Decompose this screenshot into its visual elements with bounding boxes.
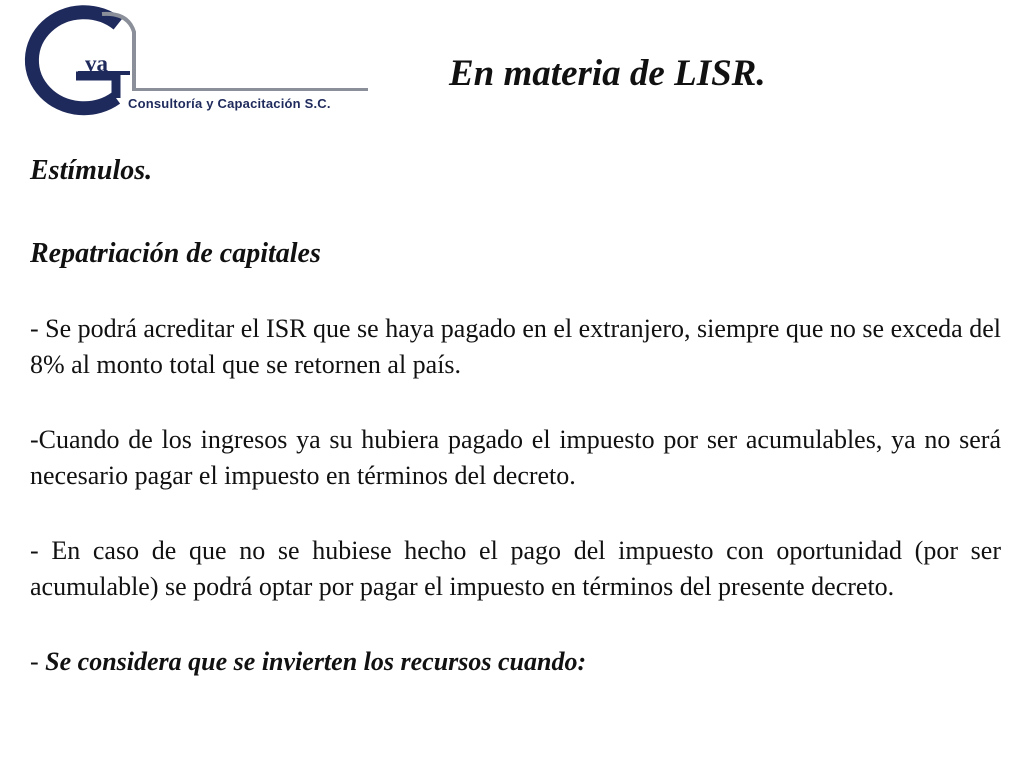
last-item-prefix: - (30, 647, 46, 676)
logo-initials: va (85, 51, 108, 76)
slide-body (30, 153, 1001, 680)
paragraph-ingresos-acumulables: -Cuando de los ingresos ya su hubiera pagado el impuesto por ser acumulables, ya no será necesario pagar el impuesto en términos del decreto. (30, 425, 1001, 490)
paragraph-pago-oportunidad: - En caso de que no se hubiese hecho el pago del impuesto con oportunidad (por ser acumulable) se podrá optar por pagar el impuesto en términos del presente decreto. (30, 536, 1001, 601)
company-logo (6, 2, 376, 120)
heading-estimulos: Estímulos. (30, 155, 153, 186)
heading-repatriacion: Repatriación de capitales (30, 238, 321, 269)
paragraph-se-considera (30, 644, 1001, 680)
paragraph-acreditar-isr: - Se podrá acreditar el ISR que se haya pagado en el extranjero, siempre que no se exceda del 8% al monto total que se retornen al país. (30, 314, 1001, 379)
last-item-emphasis: Se considera que se invierten los recursos cuando: (45, 647, 587, 676)
logo-company-name: Consultoría y Capacitación S.C. (128, 96, 331, 111)
slide-title: En materia de LISR. (449, 53, 766, 94)
